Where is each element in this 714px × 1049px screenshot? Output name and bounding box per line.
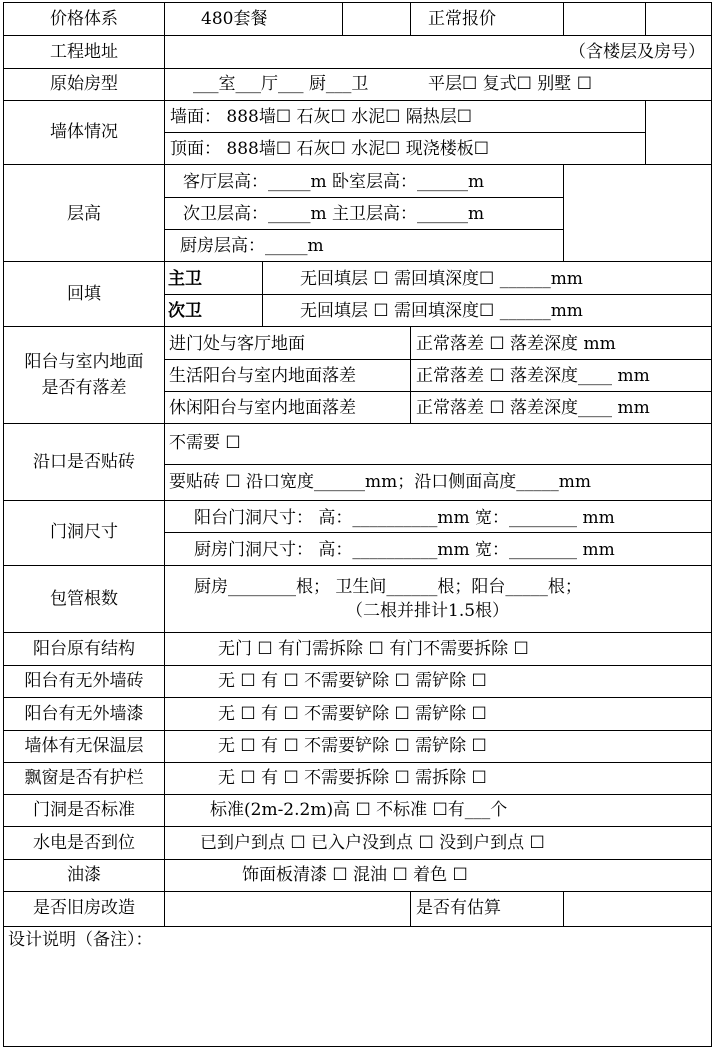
- second-bath-label: 次卫: [168, 301, 202, 321]
- row-options[interactable]: 无 ☐ 有 ☐ 不需要铲除 ☐ 需铲除 ☐: [218, 704, 487, 724]
- edge-tile-required[interactable]: 要贴砖 ☐ 沿口宽度______mm；沿口侧面高度_____mm: [169, 472, 592, 492]
- row-options[interactable]: 饰面板清漆 ☐ 混油 ☐ 着色 ☐: [242, 865, 468, 885]
- height-line-3[interactable]: 厨房层高：_____m: [180, 236, 324, 256]
- ceiling-surface-options[interactable]: 顶面： 888墙☐ 石灰☐ 水泥☐ 现浇楼板☐: [170, 139, 490, 159]
- label-renovation: 是否旧房改造: [33, 898, 135, 918]
- label-estimate: 是否有估算: [416, 898, 501, 918]
- row-label: 阳台有无外墙砖: [24, 671, 144, 691]
- label-door-size: 门洞尺寸: [50, 522, 118, 542]
- label-backfill: 回填: [67, 284, 101, 304]
- kitchen-door-size[interactable]: 厨房门洞尺寸： 高：__________mm 宽：________ mm: [194, 540, 615, 560]
- drop-service-balcony-options[interactable]: 正常落差 ☐ 落差深度____ mm: [416, 366, 650, 386]
- label-original-layout: 原始房型: [50, 74, 118, 94]
- row-options[interactable]: 无门 ☐ 有门需拆除 ☐ 有门不需要拆除 ☐: [218, 639, 529, 659]
- label-balcony-drop-1: 阳台与室内地面: [24, 352, 144, 372]
- label-project-address: 工程地址: [50, 42, 118, 62]
- layout-options[interactable]: 平层☐ 复式☐ 别墅 ☐: [428, 74, 592, 94]
- row-options[interactable]: 无 ☐ 有 ☐ 不需要拆除 ☐ 需拆除 ☐: [218, 768, 487, 788]
- label-pipe-count: 包管根数: [50, 589, 118, 609]
- drop-leisure-balcony: 休闲阳台与室内地面落差: [169, 398, 356, 418]
- layout-field[interactable]: ___室___厅___ 厨___卫: [193, 74, 369, 94]
- row-label: 墙体有无保温层: [24, 736, 144, 756]
- remarks-area[interactable]: [8, 956, 708, 1042]
- second-bath-backfill[interactable]: 无回填层 ☐ 需回填深度☐ ______mm: [300, 301, 583, 321]
- label-balcony-drop-2: 是否有落差: [41, 378, 127, 398]
- package-value[interactable]: 480套餐: [201, 9, 268, 29]
- label-floor-height: 层高: [67, 204, 101, 224]
- address-note[interactable]: （含楼层及房号）: [569, 42, 705, 62]
- row-label: 阳台原有结构: [33, 639, 135, 659]
- quote-type[interactable]: 正常报价: [428, 9, 496, 29]
- label-wall-condition: 墙体情况: [50, 122, 118, 142]
- row-options[interactable]: 无 ☐ 有 ☐ 不需要铲除 ☐ 需铲除 ☐: [218, 736, 487, 756]
- height-line-1[interactable]: 客厅层高：_____m 卧室层高：______m: [183, 172, 485, 192]
- wall-surface-options[interactable]: 墙面： 888墙☐ 石灰☐ 水泥☐ 隔热层☐: [170, 107, 473, 127]
- drop-entry-living: 进门处与客厅地面: [169, 334, 305, 354]
- main-bath-backfill[interactable]: 无回填层 ☐ 需回填深度☐ ______mm: [300, 269, 583, 289]
- drop-entry-living-options[interactable]: 正常落差 ☐ 落差深度 mm: [416, 334, 616, 354]
- row-label: 油漆: [67, 865, 101, 885]
- pipe-count-note: （二根并排计1.5根）: [346, 601, 510, 621]
- label-remarks: 设计说明（备注）：: [8, 930, 153, 950]
- row-options[interactable]: 已到户到点 ☐ 已入户没到点 ☐ 没到户到点 ☐: [200, 833, 545, 853]
- row-label: 水电是否到位: [33, 833, 135, 853]
- edge-tile-none[interactable]: 不需要 ☐: [169, 433, 241, 453]
- label-pricing-system: 价格体系: [50, 9, 118, 29]
- main-bath-label: 主卫: [168, 269, 202, 289]
- row-options[interactable]: 无 ☐ 有 ☐ 不需要铲除 ☐ 需铲除 ☐: [218, 671, 487, 691]
- drop-service-balcony: 生活阳台与室内地面落差: [169, 366, 356, 386]
- row-label: 飘窗是否有护栏: [24, 768, 144, 788]
- drop-leisure-balcony-options[interactable]: 正常落差 ☐ 落差深度____ mm: [416, 398, 650, 418]
- row-label: 门洞是否标准: [33, 800, 135, 820]
- label-edge-tile: 沿口是否贴砖: [33, 452, 135, 472]
- row-options[interactable]: 标准(2m-2.2m)高 ☐ 不标准 ☐有___个: [210, 800, 508, 820]
- balcony-door-size[interactable]: 阳台门洞尺寸： 高：__________mm 宽：________ mm: [194, 508, 615, 528]
- row-label: 阳台有无外墙漆: [24, 704, 144, 724]
- height-line-2[interactable]: 次卫层高：_____m 主卫层高：______m: [183, 204, 485, 224]
- pipe-count-fields[interactable]: 厨房________根； 卫生间______根；阳台_____根；: [194, 577, 582, 597]
